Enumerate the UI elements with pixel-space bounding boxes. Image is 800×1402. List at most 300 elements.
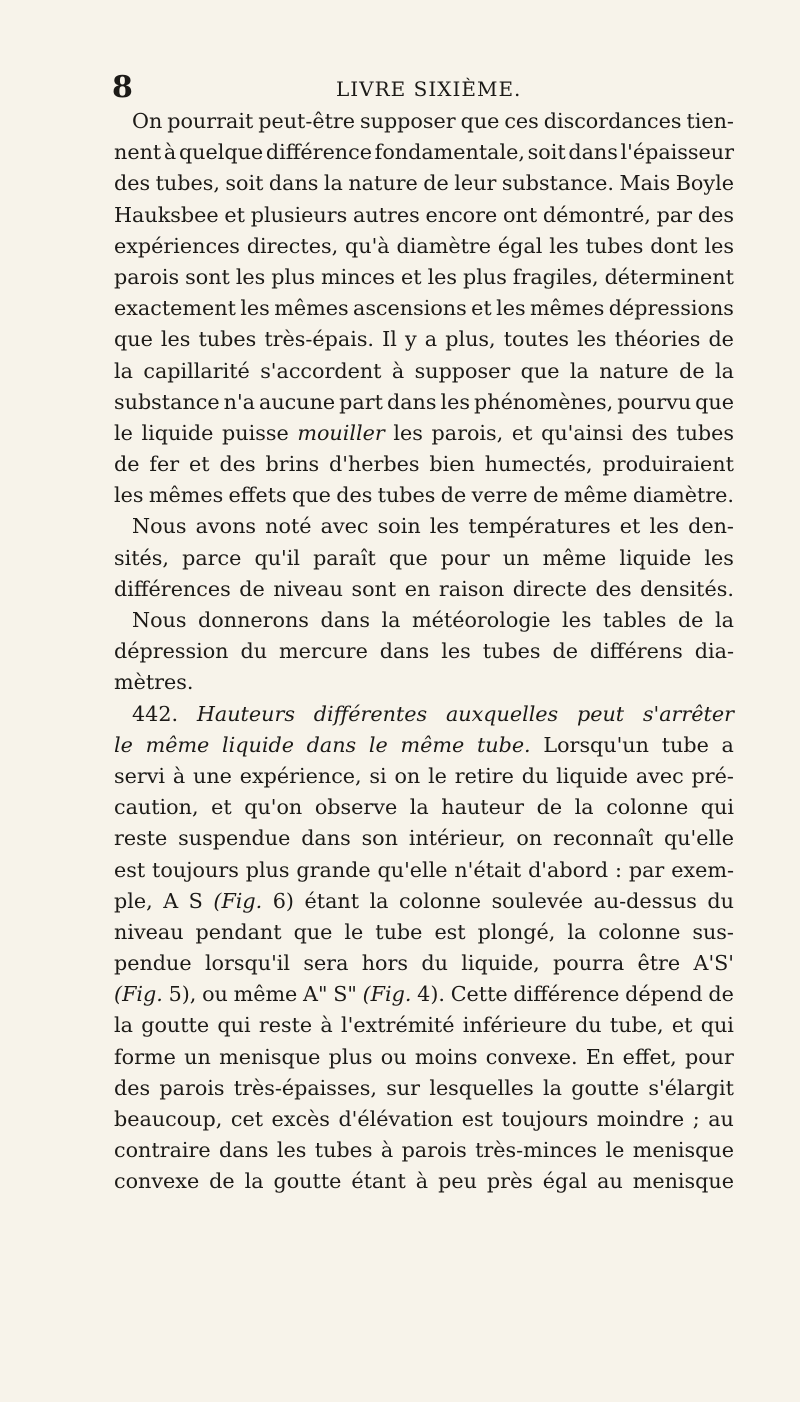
word: sus- <box>692 919 734 944</box>
word: Hauksbee <box>114 202 219 227</box>
word: quelque <box>178 140 264 165</box>
text-line <box>114 1073 734 1104</box>
word: températures <box>468 514 611 539</box>
word: Mais <box>619 171 671 196</box>
text-line <box>114 917 734 948</box>
word: de <box>440 483 467 508</box>
word: ou <box>380 1044 407 1069</box>
word: parois <box>401 1138 467 1163</box>
word: les <box>427 264 458 289</box>
text-line <box>114 1104 734 1135</box>
word: tubes <box>482 639 541 664</box>
text-line <box>114 293 734 324</box>
word: minces <box>321 264 396 289</box>
word: 442. <box>132 701 179 726</box>
word: dépression <box>114 639 229 664</box>
word: des <box>219 452 256 477</box>
text-line <box>114 418 734 449</box>
word: la <box>244 1169 264 1194</box>
word: tube. <box>476 732 531 757</box>
word: égal <box>542 1169 588 1194</box>
word: parois <box>114 264 180 289</box>
word: étant <box>351 1169 406 1194</box>
word: lorsqu'il <box>204 951 291 976</box>
word: même <box>563 483 628 508</box>
text-line <box>114 605 734 636</box>
word: donnerons <box>198 608 309 632</box>
word: de <box>532 483 559 508</box>
word: plus, <box>445 327 496 352</box>
word: et <box>211 795 232 820</box>
text-line <box>114 511 734 542</box>
word: très-épais. <box>264 327 375 352</box>
word: différens <box>589 639 683 664</box>
word: que <box>388 545 428 570</box>
word: les <box>240 296 270 321</box>
word: tubes <box>314 1138 373 1163</box>
word: le <box>114 420 133 445</box>
word: S <box>188 888 203 913</box>
word: les <box>440 389 470 414</box>
word: de <box>209 1169 235 1194</box>
word: excès <box>271 1107 330 1131</box>
word: peut <box>576 701 625 726</box>
word: colonne <box>606 795 689 820</box>
word: hors <box>361 951 409 976</box>
word: qu'ainsi <box>541 420 623 445</box>
word: goutte <box>141 1013 210 1038</box>
word: la <box>567 919 587 944</box>
word: les <box>496 296 526 321</box>
word: à <box>380 1138 394 1163</box>
word: Nous <box>132 514 187 539</box>
word: la <box>381 608 401 632</box>
word: Lorsqu'un <box>543 732 649 757</box>
text-line: mètres. <box>114 670 194 695</box>
word: fer <box>149 452 180 477</box>
word: grande <box>296 857 371 882</box>
text-line <box>114 387 734 418</box>
word: plus <box>463 264 507 289</box>
word: à <box>415 1169 429 1194</box>
word: a <box>424 327 438 352</box>
word: diamètre. <box>632 483 734 508</box>
word: et <box>471 296 492 321</box>
text-line <box>114 480 734 511</box>
word: de <box>423 171 449 196</box>
text-line <box>114 168 734 199</box>
word: paraît <box>313 545 376 570</box>
word: mêmes <box>148 483 224 508</box>
word: mouiller <box>297 420 385 445</box>
word: convexe <box>114 1169 200 1194</box>
page-number: 8 <box>112 70 133 105</box>
word: que <box>293 919 333 944</box>
word: du <box>240 639 268 664</box>
word: bien <box>429 452 475 477</box>
word: effet, <box>622 1044 677 1069</box>
word: à <box>320 1013 333 1038</box>
word: avec <box>320 514 369 539</box>
word: avec <box>635 763 684 788</box>
text-line <box>114 1042 734 1073</box>
word: du <box>707 888 734 913</box>
word: liquide, <box>461 951 540 976</box>
text-line <box>114 574 734 605</box>
text-line <box>114 1135 734 1166</box>
word: près <box>486 1169 533 1194</box>
text-line <box>114 792 734 823</box>
word: On <box>132 109 163 133</box>
word: reconnaît <box>553 826 654 851</box>
word: phénomènes, <box>474 389 614 414</box>
word: toujours <box>152 857 239 882</box>
word: cet <box>230 1107 264 1131</box>
word: menisque <box>219 1044 321 1069</box>
word: de <box>114 452 140 477</box>
word: nature <box>599 358 669 383</box>
word: tubes <box>377 483 436 508</box>
word: d'herbes <box>329 452 420 477</box>
word: si <box>369 763 387 788</box>
word: même <box>145 732 210 757</box>
word: sur <box>386 1075 421 1100</box>
word: la <box>114 358 133 383</box>
word: beaucoup, <box>114 1107 223 1131</box>
word: Boyle <box>675 171 734 196</box>
text-line <box>114 324 734 355</box>
running-title: LIVRE SIXIÈME. <box>336 77 522 101</box>
word: produiraient <box>602 452 734 477</box>
word: les <box>561 608 592 632</box>
word: en <box>404 576 431 601</box>
word: intérieur, <box>408 826 506 851</box>
word: à <box>172 763 186 788</box>
word: plus <box>245 857 290 882</box>
word: qu'elle <box>377 857 448 882</box>
word: : <box>615 857 622 882</box>
word: les <box>429 514 460 539</box>
word: ; <box>692 1107 700 1131</box>
text-line <box>114 761 734 792</box>
word: les <box>441 639 471 664</box>
word: l'épaisseur <box>620 140 734 165</box>
word: colonne <box>598 919 681 944</box>
word: ont <box>503 202 538 227</box>
text-line <box>114 137 734 168</box>
word: soit <box>225 171 264 196</box>
word: dans <box>306 732 357 757</box>
word: Il <box>382 327 397 352</box>
word: fondamentale, <box>374 140 525 165</box>
word: théories <box>614 327 701 352</box>
word: expériences <box>114 233 240 258</box>
word: au <box>597 1169 623 1194</box>
word: Cette <box>450 982 508 1007</box>
word: leur <box>454 171 497 196</box>
word: observe <box>314 795 398 820</box>
word: la <box>714 608 734 632</box>
word: pourrait <box>167 109 254 133</box>
word: reste <box>258 1013 313 1038</box>
word: (Fig. <box>114 982 163 1007</box>
word: dans <box>268 171 319 196</box>
word: moindre <box>596 1107 685 1131</box>
word: des <box>114 1075 151 1100</box>
word: autres <box>353 202 420 227</box>
word: supposer <box>360 109 456 133</box>
text-line <box>114 823 734 854</box>
word: soulevée <box>491 888 583 913</box>
word: qui <box>217 1013 251 1038</box>
word: la <box>409 795 429 820</box>
word: le <box>114 732 133 757</box>
word: météorologie <box>412 608 551 632</box>
word: dans <box>301 826 351 851</box>
word: étant <box>304 888 360 913</box>
word: la <box>369 888 389 913</box>
word: différence <box>513 982 620 1007</box>
word: raison <box>438 576 505 601</box>
word: tubes <box>676 420 734 445</box>
word: pendue <box>114 951 192 976</box>
word: directe <box>512 576 587 601</box>
word: Nous <box>132 608 187 632</box>
word: plus <box>271 264 316 289</box>
word: la <box>569 358 589 383</box>
word: ces <box>504 109 539 133</box>
text-line <box>114 979 734 1010</box>
word: le <box>344 919 364 944</box>
text-line <box>114 106 734 137</box>
word: au-dessus <box>593 888 697 913</box>
word: ple, <box>114 888 153 913</box>
word: et <box>511 420 533 445</box>
word: son <box>361 826 398 851</box>
word: qui <box>700 1013 734 1038</box>
section-heading-line <box>114 699 734 730</box>
word: encore <box>425 202 498 227</box>
word: effets <box>228 483 287 508</box>
body-text <box>114 106 734 1198</box>
word: plongé, <box>477 919 556 944</box>
word: s'élargit <box>648 1075 734 1100</box>
word: inférieure <box>462 1013 567 1038</box>
word: 6) <box>272 888 294 913</box>
word: d'élévation <box>338 1107 454 1131</box>
word: goutte <box>571 1075 640 1100</box>
word: être <box>637 951 681 976</box>
word: des <box>697 202 734 227</box>
word: nent <box>114 140 162 165</box>
word: plus <box>328 1044 373 1069</box>
word: de <box>708 982 734 1007</box>
word: on <box>516 826 543 851</box>
word: moins <box>414 1044 478 1069</box>
word: et <box>224 202 245 227</box>
word: de <box>679 358 705 383</box>
word: à <box>391 358 405 383</box>
word: sont <box>351 576 397 601</box>
word: dans <box>379 639 430 664</box>
word: toujours <box>501 1107 589 1131</box>
text-line <box>114 948 734 979</box>
word: capillarité <box>143 358 250 383</box>
word: la <box>323 171 343 196</box>
word: 5), <box>168 982 197 1007</box>
word: la <box>114 1013 133 1038</box>
word: parois <box>159 1075 225 1100</box>
word: et <box>189 452 210 477</box>
word: dépressions <box>608 296 734 321</box>
text-line <box>114 543 734 574</box>
word: sont <box>185 264 230 289</box>
word: soit <box>527 140 566 165</box>
word: la <box>574 795 594 820</box>
text-line <box>114 886 734 917</box>
word: des <box>114 171 151 196</box>
word: dans <box>386 389 437 414</box>
word: on <box>394 763 421 788</box>
word: Hauteurs <box>196 701 295 726</box>
word: pré- <box>691 763 734 788</box>
word: s'accordent <box>260 358 382 383</box>
word: colonne <box>399 888 482 913</box>
word: En <box>585 1044 615 1069</box>
word: reste <box>114 826 168 851</box>
page-header <box>112 70 732 106</box>
word: toutes <box>503 327 569 352</box>
word: du <box>421 951 448 976</box>
word: que <box>460 109 500 133</box>
word: lesquelles <box>429 1075 534 1100</box>
word: substance. <box>501 171 615 196</box>
text-line <box>114 855 734 886</box>
text-line <box>114 1010 734 1041</box>
word: et <box>619 514 641 539</box>
word: goutte <box>273 1169 342 1194</box>
word: densités. <box>640 576 734 601</box>
word: tube, <box>609 1013 664 1038</box>
word: très-minces <box>475 1138 598 1163</box>
word: liquide <box>619 545 692 570</box>
word: niveau <box>273 576 343 601</box>
word: expérience, <box>239 763 362 788</box>
word: dans <box>320 608 370 632</box>
word: retire <box>454 763 514 788</box>
word: contraire <box>114 1138 211 1163</box>
word: même <box>542 545 607 570</box>
text-line <box>114 636 734 667</box>
word: est <box>114 857 146 882</box>
word: au <box>708 1107 734 1131</box>
word: du <box>575 1013 602 1038</box>
word: tube <box>661 732 709 757</box>
word: brins <box>265 452 320 477</box>
word: nature <box>348 171 418 196</box>
word: qu'à <box>345 233 390 258</box>
word: le <box>605 1138 625 1163</box>
word: n'a <box>223 389 255 414</box>
word: servi <box>114 763 166 788</box>
word: qu'on <box>244 795 303 820</box>
word: fragiles, <box>512 264 599 289</box>
text-line <box>114 231 734 262</box>
word: par <box>656 202 693 227</box>
word: un <box>502 545 530 570</box>
word: (Fig. <box>362 982 412 1007</box>
word: s'arrêter <box>642 701 734 726</box>
word: dans <box>568 140 618 165</box>
word: noté <box>265 514 312 539</box>
word: qu'elle <box>663 826 734 851</box>
word: forme <box>114 1044 176 1069</box>
word: soin <box>377 514 421 539</box>
word: très-épaisses, <box>233 1075 377 1100</box>
word: de <box>677 608 704 632</box>
word: le <box>368 732 388 757</box>
word: les <box>393 420 423 445</box>
word: tubes <box>198 327 257 352</box>
word: niveau <box>114 919 184 944</box>
word: de <box>536 795 563 820</box>
word: menisque <box>632 1138 734 1163</box>
word: d'abord <box>528 857 609 882</box>
word: à <box>163 140 177 165</box>
word: parois, <box>431 420 504 445</box>
word: de <box>708 327 734 352</box>
word: les <box>704 545 734 570</box>
word: liquide <box>222 732 294 757</box>
word: démontré, <box>542 202 651 227</box>
word: convexe. <box>485 1044 578 1069</box>
word: puisse <box>222 420 289 445</box>
word: qu'il <box>254 545 300 570</box>
word: les <box>549 233 579 258</box>
word: mercure <box>279 639 368 664</box>
word: que <box>695 389 734 414</box>
word: tubes <box>585 233 644 258</box>
word: mêmes <box>274 296 349 321</box>
word: différences <box>114 576 231 601</box>
word: des <box>631 420 668 445</box>
word: plusieurs <box>250 202 348 227</box>
word: même <box>400 732 465 757</box>
word: est <box>461 1107 493 1131</box>
word: par <box>628 857 665 882</box>
word: A'S' <box>693 951 734 976</box>
word: A" <box>303 982 328 1007</box>
word: pourra <box>553 951 625 976</box>
word: part <box>339 389 383 414</box>
word: suspendue <box>178 826 291 851</box>
word: qui <box>700 795 734 820</box>
word: déterminent <box>604 264 734 289</box>
word: parce <box>182 545 242 570</box>
word: menisque <box>632 1169 734 1194</box>
word: tables <box>603 608 667 632</box>
word: directes, <box>246 233 339 258</box>
word: des <box>595 576 632 601</box>
word: pour <box>684 1044 734 1069</box>
word: supposer <box>414 358 511 383</box>
word: verre <box>471 483 528 508</box>
word: différence <box>265 140 372 165</box>
word: tube <box>375 919 423 944</box>
text-line <box>114 449 734 480</box>
word: mêmes <box>530 296 605 321</box>
word: que <box>520 358 560 383</box>
